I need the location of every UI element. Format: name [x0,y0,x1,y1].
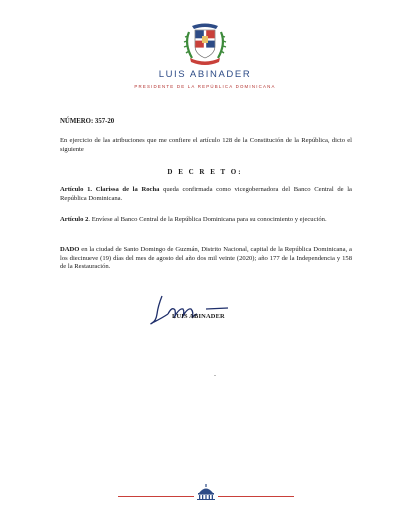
decree-heading: D E C R E T O: [167,168,243,176]
header-name: LUIS ABINADER [158,69,252,80]
dado-label: DADO [60,246,80,253]
footer-rule-right [218,496,294,497]
article-1-text: queda confirmada como vicegobernadora del Banco Central de la República Dominicana. [60,186,352,202]
header-title: PRESIDENTE DE LA REPÚBLICA DOMINICANA [134,84,276,89]
article-1-paragraph [60,186,352,203]
national-palace-dome-icon [195,484,217,500]
article-2-text: . Envíese al Banco Central de la República Dominicana para su conocimiento y ejecución. [88,216,327,223]
article-1-name: Clarissa de la Rocha [95,186,160,193]
decree-number: NÚMERO: 357-20 [60,118,115,125]
footer-rule-left [118,496,194,497]
dado-text: en la ciudad de Santo Domingo de Guzmán, Distrito Nacional, capital de la República Dominicana, a los diecinueve (19) días del mes de agosto del año dos mil veinte (2020); año 177 de la Independencia y 158 de la Restauración. [60,246,352,271]
article-1-label: Artículo 1. [60,186,93,193]
article-2-label: Artículo 2 [60,216,89,223]
intro-paragraph: En ejercicio de las atribuciones que me confiere el artículo 128 de la Constitución de la República, dicto el siguiente [60,137,352,153]
handwritten-signature [148,292,248,326]
signer-name: LUIS ABINADER [172,313,225,320]
dado-paragraph [60,246,352,272]
coat-of-arms-icon [180,20,230,68]
article-2-paragraph [60,216,352,225]
scan-mark [214,375,216,376]
